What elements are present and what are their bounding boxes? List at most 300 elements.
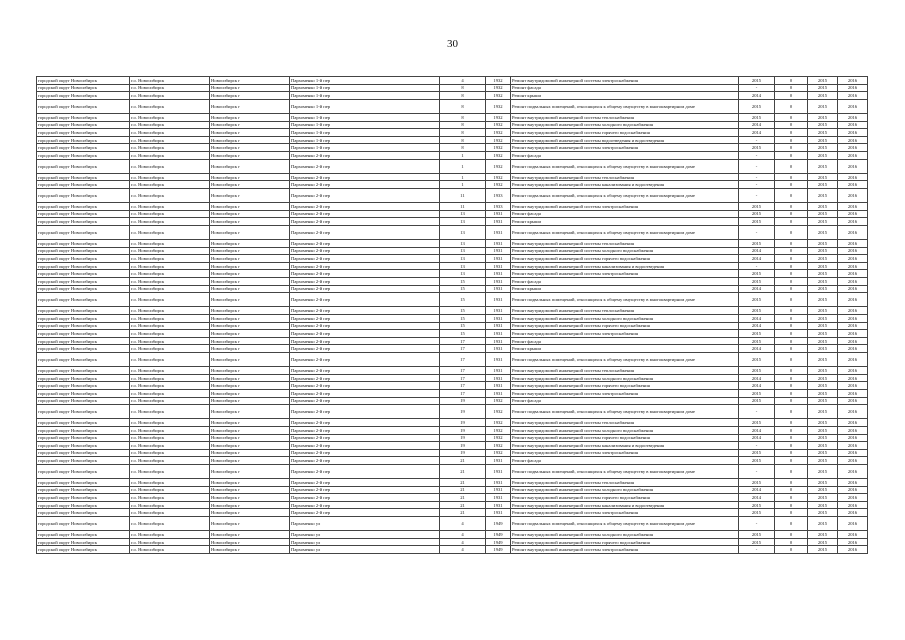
city-cell: Новосибирск г	[210, 129, 290, 137]
municipality-cell: городской округ Новосибирск	[37, 307, 130, 315]
city-cell: Новосибирск г	[210, 546, 290, 554]
plan-end-cell: 2016	[838, 434, 868, 442]
district-cell: г.о. Новосибирск	[130, 315, 210, 323]
build-year-cell: 1932	[486, 113, 511, 121]
build-year-cell: 1932	[486, 129, 511, 137]
plan-end-cell: 2016	[838, 352, 868, 366]
value-cell: 0	[775, 397, 808, 405]
value-cell: 0	[775, 449, 808, 457]
municipality-cell: городской округ Новосибирск	[37, 255, 130, 263]
table-row	[37, 397, 868, 405]
build-year-cell: 1932	[486, 449, 511, 457]
street-cell: Пархоменко 2-й пер	[290, 270, 440, 278]
value-cell: 0	[775, 315, 808, 323]
last-repair-year-cell: -	[739, 464, 775, 478]
municipality-cell: городской округ Новосибирск	[37, 173, 130, 181]
value-cell: 0	[775, 136, 808, 144]
plan-end-cell: 2016	[838, 367, 868, 375]
municipality-cell: городской округ Новосибирск	[37, 538, 130, 546]
street-cell: Пархоменко 2-й пер	[290, 426, 440, 434]
house-number-cell: 4	[440, 77, 486, 85]
plan-end-cell: 2016	[838, 188, 868, 202]
street-cell: Пархоменко 1-й пер	[290, 92, 440, 100]
municipality-cell: городской округ Новосибирск	[37, 389, 130, 397]
district-cell: г.о. Новосибирск	[130, 121, 210, 129]
plan-end-cell: 2016	[838, 92, 868, 100]
table-row	[37, 307, 868, 315]
city-cell: Новосибирск г	[210, 77, 290, 85]
last-repair-year-cell: 2015	[739, 210, 775, 218]
plan-end-cell: 2016	[838, 389, 868, 397]
table-row	[37, 486, 868, 494]
city-cell: Новосибирск г	[210, 255, 290, 263]
municipality-cell: городской округ Новосибирск	[37, 84, 130, 92]
table-row	[37, 218, 868, 226]
municipality-cell: городской округ Новосибирск	[37, 188, 130, 202]
build-year-cell: 1931	[486, 501, 511, 509]
plan-end-cell: 2016	[838, 84, 868, 92]
municipality-cell: городской округ Новосибирск	[37, 322, 130, 330]
district-cell: г.о. Новосибирск	[130, 285, 210, 293]
plan-end-cell: 2016	[838, 262, 868, 270]
street-cell: Пархоменко 2-й пер	[290, 322, 440, 330]
district-cell: г.о. Новосибирск	[130, 538, 210, 546]
last-repair-year-cell: 2014	[739, 494, 775, 502]
municipality-cell: городской округ Новосибирск	[37, 113, 130, 121]
house-number-cell: 15	[440, 330, 486, 338]
table-body	[37, 77, 868, 554]
house-number-cell: 4	[440, 531, 486, 539]
value-cell: 0	[775, 405, 808, 419]
work-type-cell: Ремонт внутридомовой инженерной системы канализования и водоотведения	[511, 262, 739, 270]
table-row	[37, 188, 868, 202]
plan-start-cell: 2015	[808, 188, 838, 202]
last-repair-year-cell: 2015	[739, 113, 775, 121]
city-cell: Новосибирск г	[210, 173, 290, 181]
table-row	[37, 247, 868, 255]
plan-end-cell: 2016	[838, 337, 868, 345]
house-number-cell: 13	[440, 240, 486, 248]
street-cell: Пархоменко 2-й пер	[290, 293, 440, 307]
municipality-cell: городской округ Новосибирск	[37, 337, 130, 345]
value-cell: 0	[775, 84, 808, 92]
street-cell: Пархоменко 1-й пер	[290, 121, 440, 129]
plan-start-cell: 2015	[808, 203, 838, 211]
municipality-cell: городской округ Новосибирск	[37, 486, 130, 494]
plan-end-cell: 2016	[838, 397, 868, 405]
street-cell: Пархоменко 2-й пер	[290, 151, 440, 159]
street-cell: Пархоменко 1-й пер	[290, 129, 440, 137]
district-cell: г.о. Новосибирск	[130, 240, 210, 248]
value-cell: 0	[775, 426, 808, 434]
last-repair-year-cell: 2014	[739, 322, 775, 330]
city-cell: Новосибирск г	[210, 113, 290, 121]
municipality-cell: городской округ Новосибирск	[37, 426, 130, 434]
work-type-cell: Ремонт внутридомовой инженерной системы канализования и водоотведения	[511, 442, 739, 450]
house-number-cell: 8	[440, 136, 486, 144]
plan-start-cell: 2015	[808, 494, 838, 502]
value-cell: 0	[775, 382, 808, 390]
house-number-cell: 21	[440, 494, 486, 502]
municipality-cell: городской округ Новосибирск	[37, 121, 130, 129]
house-number-cell: 17	[440, 337, 486, 345]
district-cell: г.о. Новосибирск	[130, 99, 210, 113]
last-repair-year-cell: 2014	[739, 121, 775, 129]
value-cell: 0	[775, 501, 808, 509]
value-cell: 0	[775, 322, 808, 330]
build-year-cell: 1931	[486, 494, 511, 502]
house-number-cell: 8	[440, 99, 486, 113]
table-row	[37, 479, 868, 487]
house-number-cell: 19	[440, 449, 486, 457]
street-cell: Пархоменко 2-й пер	[290, 352, 440, 366]
table-row	[37, 99, 868, 113]
house-number-cell: 1	[440, 151, 486, 159]
work-type-cell: Ремонт внутридомовой инженерной системы теплоснабжения	[511, 113, 739, 121]
plan-end-cell: 2016	[838, 255, 868, 263]
plan-end-cell: 2016	[838, 113, 868, 121]
last-repair-year-cell: 2015	[739, 367, 775, 375]
municipality-cell: городской округ Новосибирск	[37, 293, 130, 307]
plan-start-cell: 2015	[808, 210, 838, 218]
municipality-cell: городской округ Новосибирск	[37, 77, 130, 85]
district-cell: г.о. Новосибирск	[130, 382, 210, 390]
table-row	[37, 322, 868, 330]
municipality-cell: городской округ Новосибирск	[37, 240, 130, 248]
last-repair-year-cell: 2014	[739, 434, 775, 442]
table-row	[37, 442, 868, 450]
plan-end-cell: 2016	[838, 210, 868, 218]
city-cell: Новосибирск г	[210, 367, 290, 375]
city-cell: Новосибирск г	[210, 419, 290, 427]
value-cell: 0	[775, 240, 808, 248]
plan-start-cell: 2015	[808, 330, 838, 338]
house-number-cell: 13	[440, 262, 486, 270]
district-cell: г.о. Новосибирск	[130, 397, 210, 405]
build-year-cell: 1931	[486, 345, 511, 353]
street-cell: Пархоменко 2-й пер	[290, 405, 440, 419]
last-repair-year-cell: 2015	[739, 457, 775, 465]
district-cell: г.о. Новосибирск	[130, 247, 210, 255]
table-row	[37, 203, 868, 211]
table-row	[37, 494, 868, 502]
plan-end-cell: 2016	[838, 203, 868, 211]
value-cell: 0	[775, 92, 808, 100]
district-cell: г.о. Новосибирск	[130, 188, 210, 202]
value-cell: 0	[775, 151, 808, 159]
plan-start-cell: 2015	[808, 457, 838, 465]
district-cell: г.о. Новосибирск	[130, 330, 210, 338]
last-repair-year-cell: -	[739, 262, 775, 270]
house-number-cell: 8	[440, 144, 486, 152]
street-cell: Пархоменко 2-й пер	[290, 337, 440, 345]
work-type-cell: Ремонт подвальных помещений, относящихся к общему имуществу в многоквартирном доме	[511, 293, 739, 307]
last-repair-year-cell: -	[739, 442, 775, 450]
plan-end-cell: 2016	[838, 330, 868, 338]
plan-start-cell: 2015	[808, 442, 838, 450]
plan-start-cell: 2015	[808, 531, 838, 539]
table-row	[37, 173, 868, 181]
house-number-cell: 8	[440, 129, 486, 137]
work-type-cell: Ремонт внутридомовой инженерной системы горячего водоснабжения	[511, 434, 739, 442]
district-cell: г.о. Новосибирск	[130, 457, 210, 465]
plan-end-cell: 2016	[838, 531, 868, 539]
value-cell: 0	[775, 546, 808, 554]
plan-end-cell: 2016	[838, 144, 868, 152]
plan-end-cell: 2016	[838, 99, 868, 113]
municipality-cell: городской округ Новосибирск	[37, 442, 130, 450]
plan-start-cell: 2015	[808, 144, 838, 152]
city-cell: Новосибирск г	[210, 494, 290, 502]
last-repair-year-cell: 2014	[739, 247, 775, 255]
last-repair-year-cell: 2014	[739, 486, 775, 494]
house-number-cell: 21	[440, 509, 486, 517]
work-type-cell: Ремонт фасада	[511, 151, 739, 159]
last-repair-year-cell: 2015	[739, 352, 775, 366]
street-cell: Пархоменко 2-й пер	[290, 382, 440, 390]
plan-end-cell: 2016	[838, 293, 868, 307]
table-row	[37, 531, 868, 539]
plan-end-cell: 2016	[838, 538, 868, 546]
last-repair-year-cell: 2015	[739, 330, 775, 338]
plan-start-cell: 2015	[808, 486, 838, 494]
plan-start-cell: 2015	[808, 509, 838, 517]
value-cell: 0	[775, 270, 808, 278]
city-cell: Новосибирск г	[210, 405, 290, 419]
house-number-cell: 17	[440, 367, 486, 375]
last-repair-year-cell: 2015	[739, 389, 775, 397]
house-number-cell: 19	[440, 397, 486, 405]
build-year-cell: 1932	[486, 405, 511, 419]
work-type-cell: Ремонт внутридомовой инженерной системы электроснабжения	[511, 389, 739, 397]
street-cell: Пархоменко 2-й пер	[290, 486, 440, 494]
plan-start-cell: 2015	[808, 517, 838, 531]
last-repair-year-cell: -	[739, 188, 775, 202]
table-row	[37, 77, 868, 85]
city-cell: Новосибирск г	[210, 315, 290, 323]
build-year-cell: 1932	[486, 173, 511, 181]
build-year-cell: 1931	[486, 509, 511, 517]
street-cell: Пархоменко 2-й пер	[290, 449, 440, 457]
house-number-cell: 8	[440, 92, 486, 100]
build-year-cell: 1949	[486, 538, 511, 546]
plan-start-cell: 2015	[808, 449, 838, 457]
city-cell: Новосибирск г	[210, 270, 290, 278]
last-repair-year-cell: -	[739, 181, 775, 189]
street-cell: Пархоменко 2-й пер	[290, 457, 440, 465]
last-repair-year-cell: 2014	[739, 345, 775, 353]
work-type-cell: Ремонт внутридомовой инженерной системы теплоснабжения	[511, 419, 739, 427]
plan-end-cell: 2016	[838, 285, 868, 293]
city-cell: Новосибирск г	[210, 84, 290, 92]
table-row	[37, 330, 868, 338]
municipality-cell: городской округ Новосибирск	[37, 464, 130, 478]
street-cell: Пархоменко 2-й пер	[290, 210, 440, 218]
plan-end-cell: 2016	[838, 419, 868, 427]
last-repair-year-cell: 2015	[739, 77, 775, 85]
district-cell: г.о. Новосибирск	[130, 210, 210, 218]
street-cell: Пархоменко 2-й пер	[290, 159, 440, 173]
plan-end-cell: 2016	[838, 173, 868, 181]
work-type-cell: Ремонт подвальных помещений, относящихся к общему имуществу в многоквартирном доме	[511, 405, 739, 419]
plan-end-cell: 2016	[838, 247, 868, 255]
last-repair-year-cell: 2014	[739, 426, 775, 434]
value-cell: 0	[775, 464, 808, 478]
value-cell: 0	[775, 517, 808, 531]
value-cell: 0	[775, 307, 808, 315]
city-cell: Новосибирск г	[210, 501, 290, 509]
value-cell: 0	[775, 113, 808, 121]
house-number-cell: 1	[440, 159, 486, 173]
build-year-cell: 1932	[486, 181, 511, 189]
plan-end-cell: 2016	[838, 442, 868, 450]
city-cell: Новосибирск г	[210, 159, 290, 173]
city-cell: Новосибирск г	[210, 426, 290, 434]
municipality-cell: городской округ Новосибирск	[37, 247, 130, 255]
work-type-cell: Ремонт фасада	[511, 84, 739, 92]
plan-end-cell: 2016	[838, 486, 868, 494]
build-year-cell: 1932	[486, 426, 511, 434]
district-cell: г.о. Новосибирск	[130, 352, 210, 366]
last-repair-year-cell: 2015	[739, 270, 775, 278]
municipality-cell: городской округ Новосибирск	[37, 181, 130, 189]
work-type-cell: Ремонт подвальных помещений, относящихся к общему имуществу в многоквартирном доме	[511, 225, 739, 239]
last-repair-year-cell: 2015	[739, 449, 775, 457]
district-cell: г.о. Новосибирск	[130, 255, 210, 263]
work-type-cell: Ремонт внутридомовой инженерной системы электроснабжения	[511, 509, 739, 517]
house-number-cell: 19	[440, 442, 486, 450]
city-cell: Новосибирск г	[210, 464, 290, 478]
last-repair-year-cell: 2015	[739, 307, 775, 315]
work-type-cell: Ремонт внутридомовой инженерной системы холодного водоснабжения	[511, 486, 739, 494]
house-number-cell: 4	[440, 517, 486, 531]
plan-end-cell: 2016	[838, 345, 868, 353]
last-repair-year-cell: -	[739, 517, 775, 531]
district-cell: г.о. Новосибирск	[130, 113, 210, 121]
city-cell: Новосибирск г	[210, 322, 290, 330]
district-cell: г.о. Новосибирск	[130, 434, 210, 442]
plan-start-cell: 2015	[808, 173, 838, 181]
table-row	[37, 337, 868, 345]
value-cell: 0	[775, 255, 808, 263]
table-row	[37, 159, 868, 173]
build-year-cell: 1931	[486, 240, 511, 248]
district-cell: г.о. Новосибирск	[130, 218, 210, 226]
city-cell: Новосибирск г	[210, 479, 290, 487]
street-cell: Пархоменко 2-й пер	[290, 389, 440, 397]
table-row	[37, 509, 868, 517]
street-cell: Пархоменко 2-й пер	[290, 247, 440, 255]
city-cell: Новосибирск г	[210, 486, 290, 494]
work-type-cell: Ремонт внутридомовой инженерной системы горячего водоснабжения	[511, 538, 739, 546]
build-year-cell: 1931	[486, 270, 511, 278]
value-cell: 0	[775, 129, 808, 137]
municipality-cell: городской округ Новосибирск	[37, 517, 130, 531]
plan-end-cell: 2016	[838, 159, 868, 173]
build-year-cell: 1932	[486, 92, 511, 100]
work-type-cell: Ремонт внутридомовой инженерной системы холодного водоснабжения	[511, 121, 739, 129]
municipality-cell: городской округ Новосибирск	[37, 449, 130, 457]
municipality-cell: городской округ Новосибирск	[37, 501, 130, 509]
plan-end-cell: 2016	[838, 517, 868, 531]
street-cell: Пархоменко 2-й пер	[290, 494, 440, 502]
plan-start-cell: 2015	[808, 464, 838, 478]
build-year-cell: 1932	[486, 77, 511, 85]
street-cell: Пархоменко 2-й пер	[290, 278, 440, 286]
build-year-cell: 1931	[486, 322, 511, 330]
city-cell: Новосибирск г	[210, 210, 290, 218]
last-repair-year-cell: 2014	[739, 285, 775, 293]
plan-start-cell: 2015	[808, 129, 838, 137]
city-cell: Новосибирск г	[210, 397, 290, 405]
table-row	[37, 382, 868, 390]
build-year-cell: 1931	[486, 367, 511, 375]
house-number-cell: 21	[440, 479, 486, 487]
table-row	[37, 352, 868, 366]
plan-start-cell: 2015	[808, 322, 838, 330]
municipality-cell: городской округ Новосибирск	[37, 270, 130, 278]
municipality-cell: городской округ Новосибирск	[37, 494, 130, 502]
value-cell: 0	[775, 479, 808, 487]
municipality-cell: городской округ Новосибирск	[37, 367, 130, 375]
build-year-cell: 1949	[486, 517, 511, 531]
district-cell: г.о. Новосибирск	[130, 374, 210, 382]
plan-end-cell: 2016	[838, 479, 868, 487]
street-cell: Пархоменко 2-й пер	[290, 315, 440, 323]
work-type-cell: Ремонт фасада	[511, 397, 739, 405]
last-repair-year-cell: -	[739, 173, 775, 181]
table-row	[37, 405, 868, 419]
district-cell: г.о. Новосибирск	[130, 151, 210, 159]
work-type-cell: Ремонт внутридомовой инженерной системы теплоснабжения	[511, 367, 739, 375]
municipality-cell: городской округ Новосибирск	[37, 345, 130, 353]
district-cell: г.о. Новосибирск	[130, 293, 210, 307]
plan-start-cell: 2015	[808, 546, 838, 554]
plan-start-cell: 2015	[808, 278, 838, 286]
value-cell: 0	[775, 247, 808, 255]
build-year-cell: 1931	[486, 457, 511, 465]
build-year-cell: 1931	[486, 225, 511, 239]
house-number-cell: 8	[440, 121, 486, 129]
district-cell: г.о. Новосибирск	[130, 517, 210, 531]
plan-end-cell: 2016	[838, 457, 868, 465]
city-cell: Новосибирск г	[210, 203, 290, 211]
plan-start-cell: 2015	[808, 218, 838, 226]
house-number-cell: 1	[440, 173, 486, 181]
house-number-cell: 21	[440, 501, 486, 509]
house-number-cell: 15	[440, 315, 486, 323]
house-number-cell: 19	[440, 405, 486, 419]
house-number-cell: 4	[440, 546, 486, 554]
value-cell: 0	[775, 278, 808, 286]
plan-end-cell: 2016	[838, 270, 868, 278]
build-year-cell: 1931	[486, 262, 511, 270]
work-type-cell: Ремонт внутридомовой инженерной системы теплоснабжения	[511, 240, 739, 248]
street-cell: Пархоменко 2-й пер	[290, 367, 440, 375]
value-cell: 0	[775, 330, 808, 338]
table-row	[37, 136, 868, 144]
last-repair-year-cell: 2014	[739, 374, 775, 382]
table-row	[37, 144, 868, 152]
district-cell: г.о. Новосибирск	[130, 345, 210, 353]
work-type-cell: Ремонт крыши	[511, 345, 739, 353]
value-cell: 0	[775, 345, 808, 353]
city-cell: Новосибирск г	[210, 442, 290, 450]
city-cell: Новосибирск г	[210, 144, 290, 152]
plan-end-cell: 2016	[838, 382, 868, 390]
plan-start-cell: 2015	[808, 84, 838, 92]
last-repair-year-cell: 2015	[739, 218, 775, 226]
